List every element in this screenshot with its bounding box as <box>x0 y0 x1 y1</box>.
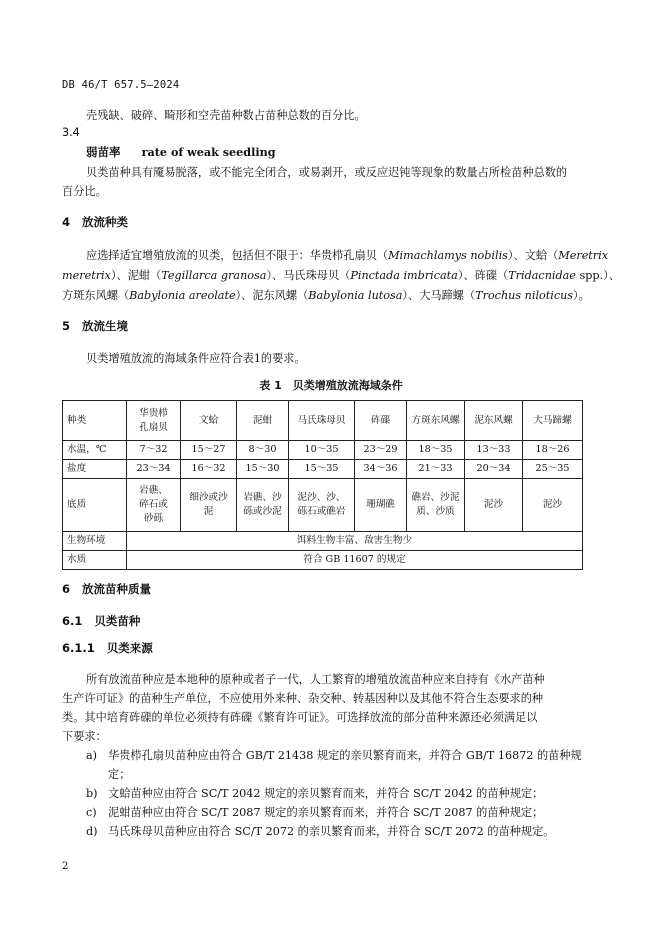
table-row <box>63 551 583 570</box>
list-item-label: c) <box>86 806 97 819</box>
source-paragraph-line-1: 所有放流苗种应是本地种的原种或者子一代，人工繁育的增殖放流苗种应来自持有《水产苗种 <box>86 673 545 686</box>
section-4-heading <box>62 214 128 230</box>
species-header: 砗磲 <box>355 401 407 441</box>
term-chinese: 弱苗率 <box>86 145 121 159</box>
cell-line: 礁岩、沙泥 <box>411 492 460 503</box>
section-6-1-title: 贝类苗种 <box>94 614 141 628</box>
previous-definition-tail: 壳残缺、破碎、畸形和空壳苗种数占苗种总数的百分比。 <box>86 109 366 122</box>
section-6-1-number: 6.1 <box>62 614 83 628</box>
scientific-name: Mimachlamys nobilis <box>388 249 508 262</box>
text-run: ）。 <box>573 289 590 302</box>
species-name: 华贵栉 <box>139 407 168 419</box>
species-name: 孔扇贝 <box>139 421 168 433</box>
row-label: 生物环境 <box>63 532 127 551</box>
table-cell: 泥沙 <box>465 479 523 532</box>
term-english: rate of weak seedling <box>141 145 276 159</box>
table-cell <box>181 479 237 532</box>
species-header: 泥东风螺 <box>465 401 523 441</box>
source-paragraph-line-3: 类。其中培育砗磲的单位必须持有砗磲《繁育许可证》。可选择放流的部分苗种来源还必须满足以 <box>62 711 538 724</box>
table-cell: 15～35 <box>289 460 355 479</box>
list-item-label: d) <box>86 825 98 838</box>
cell-line: 碎石或 <box>139 499 168 510</box>
text-run: ）、泥蚶（ <box>110 269 162 282</box>
section-5-heading <box>62 318 128 334</box>
table-cell: 15～27 <box>181 441 237 460</box>
list-item-text: 马氏珠母贝苗种应由符合 SC/T 2072 的亲贝繁育而来，并符合 SC/T 2072 的苗种规定。 <box>108 825 555 838</box>
table-cell <box>289 479 355 532</box>
standard-number: DB 46/T 657.5—2024 <box>62 79 180 91</box>
table-row <box>63 441 583 460</box>
cell-line: 泥 <box>203 506 214 517</box>
scientific-name: Babylonia areolate <box>129 289 236 302</box>
cell-line: 岩礁、沙 <box>243 492 282 503</box>
table-cell: 16～32 <box>181 460 237 479</box>
page-number: 2 <box>62 861 69 872</box>
section-6-1-1-heading <box>62 640 153 656</box>
text-run: ）、文蛤（ <box>507 249 559 262</box>
table-header-row <box>63 401 583 441</box>
species-header: 泥蚶 <box>237 401 289 441</box>
text-run: spp.）、 <box>575 269 620 282</box>
species-header: 马氏珠母贝 <box>289 401 355 441</box>
table-cell: 13～33 <box>465 441 523 460</box>
section-6-1-1-number: 6.1.1 <box>62 641 95 655</box>
list-item-text: 泥蚶苗种应由符合 SC/T 2087 规定的亲贝繁育而来，并符合 SC/T 2087 的苗种规定； <box>108 806 544 819</box>
list-item-text-continued: 定； <box>108 768 131 781</box>
section-6-number: 6 <box>62 582 71 596</box>
cell-line: 细沙或沙 <box>189 492 228 503</box>
table-cell: 泥沙 <box>523 479 583 532</box>
species-paragraph-line-3 <box>62 286 590 305</box>
table-cell <box>237 479 289 532</box>
scientific-name: Trochus niloticus <box>475 289 574 302</box>
list-item-label: a) <box>86 749 98 762</box>
table-cell: 18～35 <box>407 441 465 460</box>
row-label: 盐度 <box>63 460 127 479</box>
table-cell <box>407 479 465 532</box>
table-cell: 25～35 <box>523 460 583 479</box>
cell-line: 质、沙质 <box>416 506 455 517</box>
list-item-text: 文蛤苗种应由符合 SC/T 2042 规定的亲贝繁育而来，并符合 SC/T 2042 的苗种规定； <box>108 787 544 800</box>
table-cell: 23～34 <box>127 460 181 479</box>
section-6-1-1-title: 贝类来源 <box>106 641 153 655</box>
definition-line-2: 百分比。 <box>62 185 107 198</box>
text-run: 应选择适宜增殖放流的贝类，包括但不限于：华贵栉孔扇贝（ <box>86 249 389 262</box>
table-cell: 8～30 <box>237 441 289 460</box>
scientific-name: Tegillarca granosa <box>161 269 267 282</box>
source-paragraph-line-4: 下要求： <box>62 730 107 743</box>
table-cell: 饵料生物丰富、敌害生物少 <box>127 532 583 551</box>
row-label: 底质 <box>63 479 127 532</box>
section-6-title: 放流苗种质量 <box>82 582 152 596</box>
species-header: 方斑东风螺 <box>407 401 465 441</box>
cell-line: 砾或沙泥 <box>243 506 282 517</box>
scientific-name: Babylonia lutosa <box>308 289 403 302</box>
table-cell: 18～26 <box>523 441 583 460</box>
table-row <box>63 532 583 551</box>
scientific-name: meretrix <box>62 269 111 282</box>
section-5-title: 放流生境 <box>82 319 129 333</box>
section-6-heading <box>62 581 151 597</box>
list-item-label: b) <box>86 787 98 800</box>
column-header: 种类 <box>63 401 127 441</box>
table-row <box>63 479 583 532</box>
cell-line: 泥沙、沙、 <box>297 492 346 503</box>
section-3-4-number: 3.4 <box>62 126 80 139</box>
term-entry <box>86 144 276 160</box>
table-cell: 15～30 <box>237 460 289 479</box>
sea-area-conditions-table <box>62 400 583 570</box>
species-header: 大马蹄螺 <box>523 401 583 441</box>
species-paragraph-line-2 <box>62 266 620 285</box>
cell-line: 岩礁、 <box>139 485 168 496</box>
scientific-name: Tridacnidae <box>508 269 576 282</box>
scientific-name: Meretrix <box>558 249 609 262</box>
text-run: ）、砗磲（ <box>457 269 509 282</box>
definition-line-1: 贝类苗种具有魇易脱落，或不能完全闭合，或易剥开，或反应迟钝等现象的数量占所检苗种总数的 <box>86 166 568 179</box>
section-4-title: 放流种类 <box>82 215 129 229</box>
row-label: 水温，℃ <box>63 441 127 460</box>
table-cell: 20～34 <box>465 460 523 479</box>
text-run: ）、马氏珠母贝（ <box>266 269 351 282</box>
table-cell: 7～32 <box>127 441 181 460</box>
text-run: 方斑东风螺（ <box>62 289 130 302</box>
table-cell: 珊瑚礁 <box>355 479 407 532</box>
species-header: 文蛤 <box>181 401 237 441</box>
text-run: ）、泥东风螺（ <box>235 289 309 302</box>
cell-line: 砂砾 <box>143 513 164 524</box>
row-label: 水质 <box>63 551 127 570</box>
section-6-1-heading <box>62 613 140 629</box>
table-cell <box>127 479 181 532</box>
list-item-text: 华贵栉孔扇贝苗种应由符合 GB/T 21438 规定的亲贝繁育而来，并符合 GB/T 16872 的苗种规 <box>108 749 582 762</box>
table-cell: 23～29 <box>355 441 407 460</box>
table-caption: 表 1 贝类增殖放流海域条件 <box>259 379 403 392</box>
cell-line: 砾石或礁岩 <box>297 506 346 517</box>
species-paragraph-line-1 <box>86 246 608 265</box>
text-run: ）、大马蹄螺（ <box>402 289 476 302</box>
scientific-name: Pinctada imbricata <box>350 269 458 282</box>
section-5-number: 5 <box>62 319 71 333</box>
table-cell: 21～33 <box>407 460 465 479</box>
section-4-number: 4 <box>62 215 71 229</box>
species-header <box>127 401 181 441</box>
section-5-text: 贝类增殖放流的海域条件应符合表1的要求。 <box>86 352 306 365</box>
table-cell: 34～36 <box>355 460 407 479</box>
table-cell: 10～35 <box>289 441 355 460</box>
table-row <box>63 460 583 479</box>
table-cell: 符合 GB 11607 的规定 <box>127 551 583 570</box>
source-paragraph-line-2: 生产许可证》的苗种生产单位，不应使用外来种、杂交种、转基因种以及其他不符合生态要求的种 <box>62 692 544 705</box>
